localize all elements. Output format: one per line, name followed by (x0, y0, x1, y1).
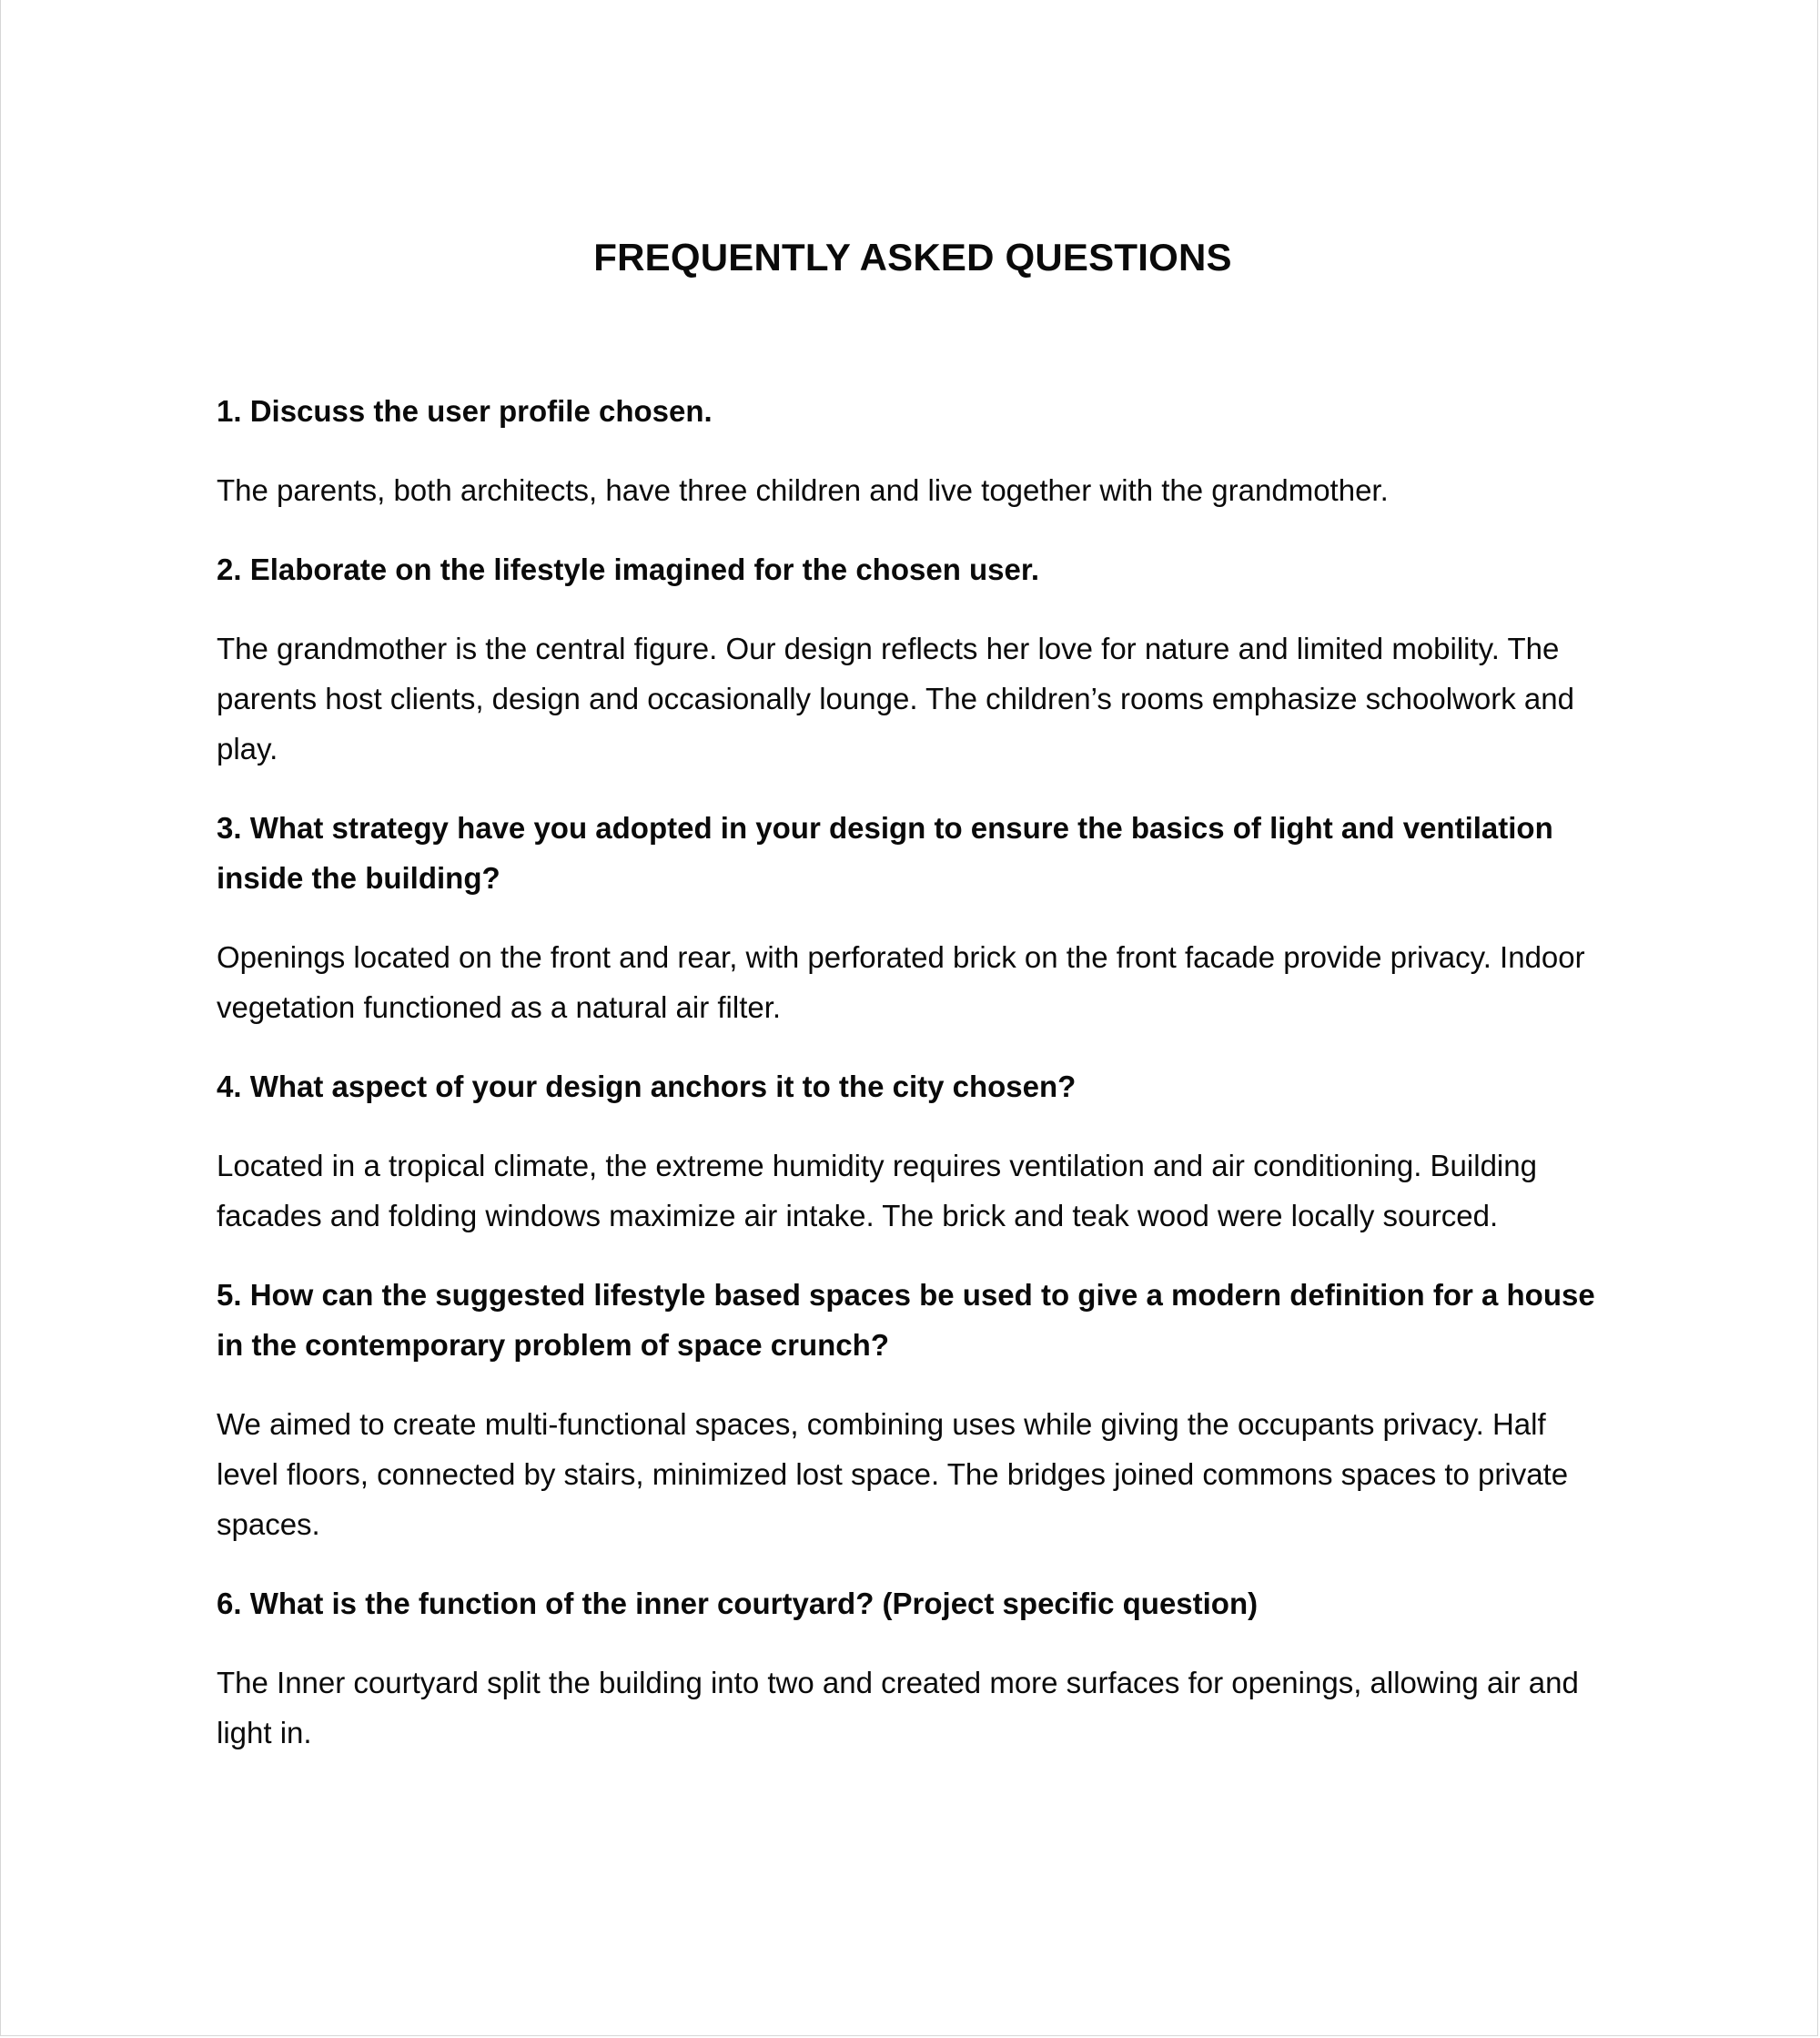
faq-item (217, 386, 1609, 515)
faq-item (217, 803, 1609, 1032)
faq-answer: Located in a tropical climate, the extreme humidity requires ventilation and air conditioning. Building facades and folding windows maximize air intake. The brick and teak wood were locally sourced. (217, 1149, 1537, 1232)
page-title: FREQUENTLY ASKED QUESTIONS (593, 236, 1232, 279)
faq-question: 3. What strategy have you adopted in your design to ensure the basics of light and ventilation inside the building? (217, 811, 1553, 895)
faq-answer: The parents, both architects, have three children and live together with the grandmother. (217, 473, 1389, 507)
faq-answer: The grandmother is the central figure. Our design reflects her love for nature and limited mobility. The parents host clients, design and occasionally lounge. The children’s rooms emphasize schoolwork and play. (217, 632, 1574, 766)
faq-answer: Openings located on the front and rear, with perforated brick on the front facade provide privacy. Indoor vegetation functioned as a natural air filter. (217, 940, 1585, 1024)
faq-question: 2. Elaborate on the lifestyle imagined for the chosen user. (217, 553, 1040, 586)
faq-answer: We aimed to create multi-functional spaces, combining uses while giving the occupants privacy. Half level floors, connected by stairs, minimized lost space. The bridges joined commons spaces to private spaces. (217, 1407, 1569, 1541)
faq-item (217, 544, 1609, 774)
faq-item (217, 1061, 1609, 1241)
faq-question: 1. Discuss the user profile chosen. (217, 394, 713, 428)
faq-question: 6. What is the function of the inner courtyard? (Project specific question) (217, 1587, 1259, 1620)
document-content (217, 228, 1609, 1787)
faq-item (217, 1270, 1609, 1549)
faq-question: 5. How can the suggested lifestyle based spaces be used to give a modern definition for a house in the contemporary problem of space crunch? (217, 1278, 1595, 1362)
faq-answer: The Inner courtyard split the building into two and created more surfaces for openings, allowing air and light in. (217, 1666, 1579, 1749)
faq-question: 4. What aspect of your design anchors it to the city chosen? (217, 1070, 1077, 1103)
faq-item (217, 1578, 1609, 1758)
